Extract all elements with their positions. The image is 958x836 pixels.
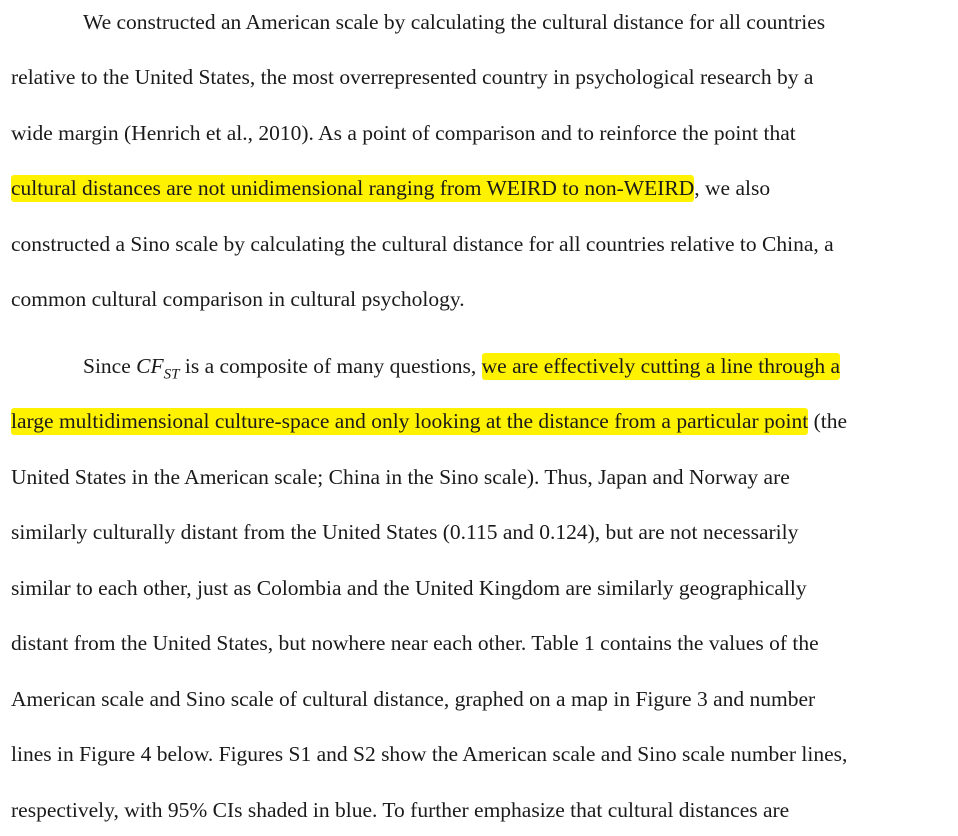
p2-line-4: similarly culturally distant from the United States (0.115 and 0.124), but are not necessarily (11, 520, 799, 544)
p2-line-3: United States in the American scale; China in the Sino scale). Thus, Japan and Norway are (11, 465, 790, 489)
p1-line-1: We constructed an American scale by calculating the cultural distance for all countries (83, 10, 826, 34)
p1-line-3: wide margin (Henrich et al., 2010). As a point of comparison and to reinforce the point that (11, 121, 796, 145)
p1-line-4-rest: , we also (694, 176, 771, 200)
highlighted-text: cultural distances are not unidimensional ranging from WEIRD to non-WEIRD (11, 176, 695, 200)
cf-symbol: CF (136, 354, 164, 378)
p2-line-5: similar to each other, just as Colombia and the United Kingdom are similarly geographically (11, 576, 807, 600)
p2-line-6: distant from the United States, but nowhere near each other. Table 1 contains the values of the (11, 631, 819, 655)
p1-line-5: constructed a Sino scale by calculating the cultural distance for all countries relative to China, a (11, 232, 834, 256)
p1-line-4 (11, 174, 770, 202)
p2-line-7: American scale and Sino scale of cultural distance, graphed on a map in Figure 3 and number (11, 687, 816, 711)
p2-line-2-rest: (the (808, 409, 848, 433)
highlighted-text: we are effectively cutting a line through a (481, 354, 841, 378)
p2-line-1-pre: Since (83, 354, 137, 378)
highlighted-text: large multidimensional culture-space and only looking at the distance from a particular point (11, 409, 809, 433)
p2-line-1-mid: is a composite of many questions, (179, 354, 482, 378)
p2-line-1 (83, 352, 840, 388)
p2-line-2 (11, 407, 847, 435)
p2-line-8: lines in Figure 4 below. Figures S1 and S2 show the American scale and Sino scale number lines, (11, 742, 848, 766)
p1-line-6: common cultural comparison in cultural psychology. (11, 287, 465, 311)
cf-subscript: ST (163, 366, 180, 383)
p2-line-9: respectively, with 95% CIs shaded in blue. To further emphasize that cultural distances are (11, 798, 790, 822)
p1-line-2: relative to the United States, the most overrepresented country in psychological research by a (11, 65, 814, 89)
